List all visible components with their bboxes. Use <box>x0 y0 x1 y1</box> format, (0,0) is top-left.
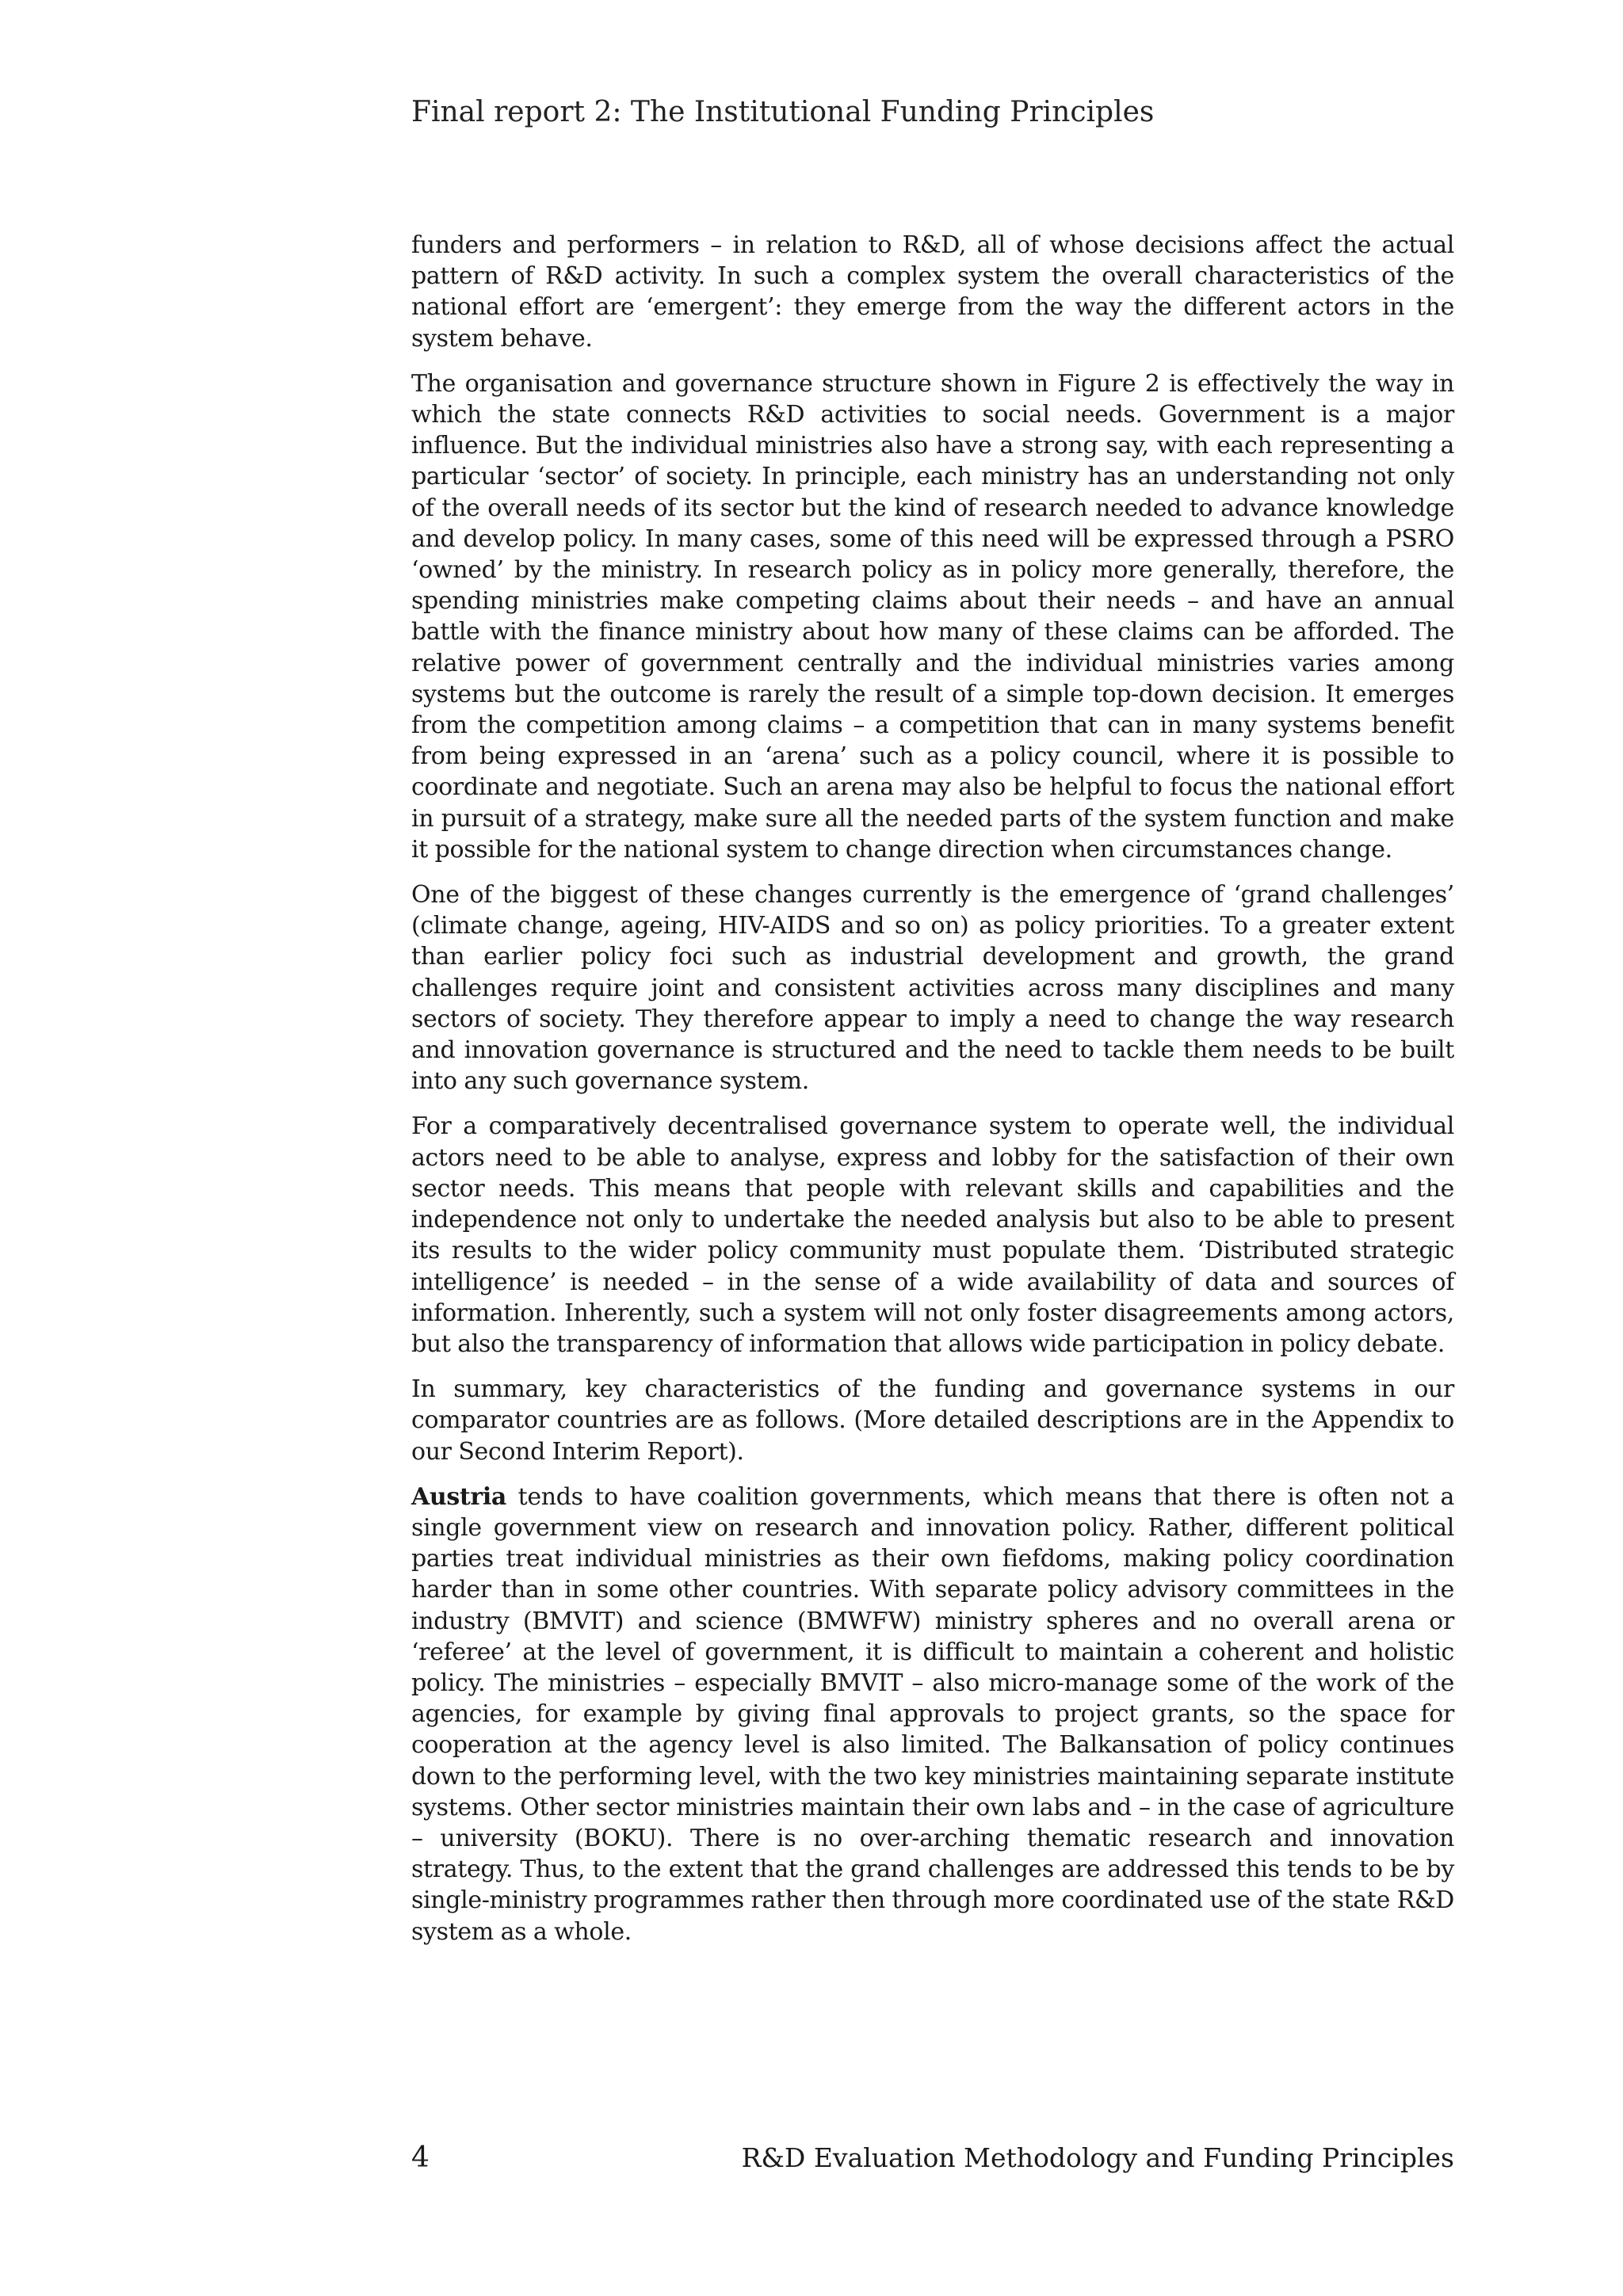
paragraph-6-text: tends to have coalition governments, which means that there is often not a single government view on research and innovation policy. Rather, different political parties treat individual ministries as their own fiefdoms, making policy coordination harder than in some other countries. With separate policy advisory committees in the industry (BMVIT) and science (BMWFW) ministry spheres and no overall arena or ‘referee’ at the level of government, it is difficult to maintain a coherent and holistic policy. The ministries – especially BMVIT – also micro-manage some of the work of the agencies, for example by giving final approvals to project grants, so the space for cooperation at the agency level is also limited. The Balkansation of policy continues down to the performing level, with the two key ministries maintaining separate institute systems. Other sector ministries maintain their own labs and – in the case of agriculture – university (BOKU). There is no over-arching thematic research and innovation strategy. Thus, to the extent that the grand challenges are addressed this tends to be by single-ministry programmes rather then through more coordinated use of the state R&D system as a whole. <box>411 1482 1454 1946</box>
footer-title: R&D Evaluation Methodology and Funding Principles <box>741 2142 1454 2173</box>
paragraph-1: funders and performers – in relation to R&D, all of whose decisions affect the actual pattern of R&D activity. In such a complex system the overall characteristics of the national effort are ‘emergent’: they emerge from the way the different actors in the system behave. <box>411 231 1454 353</box>
paragraph-4: For a comparatively decentralised governance system to operate well, the individual actors need to be able to analyse, express and lobby for the satisfaction of their own sector needs. This means that people with relevant skills and capabilities and the independence not only to undertake the needed analysis but also to be able to present its results to the wider policy community must populate them. ‘Distributed strategic intelligence’ is needed – in the sense of a wide availability of data and sources of information. Inherently, such a system will not only foster disagreements among actors, but also the transparency of information that allows wide participation in policy debate. <box>411 1112 1454 1358</box>
paragraph-3: One of the biggest of these changes currently is the emergence of ‘grand challenges’ (climate change, ageing, HIV-AIDS and so on) as policy priorities. To a greater extent than earlier policy foci such as industrial development and growth, the grand challenges require joint and consistent activities across many disciplines and many sectors of society. They therefore appear to imply a need to change the way research and innovation governance is structured and the need to tackle them needs to be built into any such governance system. <box>411 881 1454 1096</box>
paragraph-2: The organisation and governance structure shown in Figure 2 is effectively the way in which the state connects R&D activities to social needs. Government is a major influence. But the individual ministries also have a strong say, with each representing a particular ‘sector’ of society. In principle, each ministry has an understanding not only of the overall needs of its sector but the kind of research needed to advance knowledge and develop policy. In many cases, some of this need will be expressed through a PSRO ‘owned’ by the ministry. In research policy as in policy more generally, therefore, the spending ministries make competing claims about their needs – and have an annual battle with the finance ministry about how many of these claims can be afforded. The relative power of government centrally and the individual ministries varies among systems but the outcome is rarely the result of a simple top-down decision. It emerges from the competition among claims – a competition that can in many systems benefit from being expressed in an ‘arena’ such as a policy council, where it is possible to coordinate and negotiate. Such an arena may also be helpful to focus the national effort in pursuit of a strategy, make sure all the needed parts of the system function and make it possible for the national system to change direction when circumstances change. <box>411 369 1454 864</box>
country-heading-austria: Austria <box>411 1482 507 1511</box>
body-text <box>411 230 1454 1962</box>
paragraph-6 <box>411 1482 1454 1947</box>
page-number: 4 <box>411 2142 430 2174</box>
page-header: Final report 2: The Institutional Funding Principles <box>411 96 1155 128</box>
paragraph-5: In summary, key characteristics of the funding and governance systems in our comparator countries are as follows. (More detailed descriptions are in the Appendix to our Second Interim Report). <box>411 1375 1454 1466</box>
